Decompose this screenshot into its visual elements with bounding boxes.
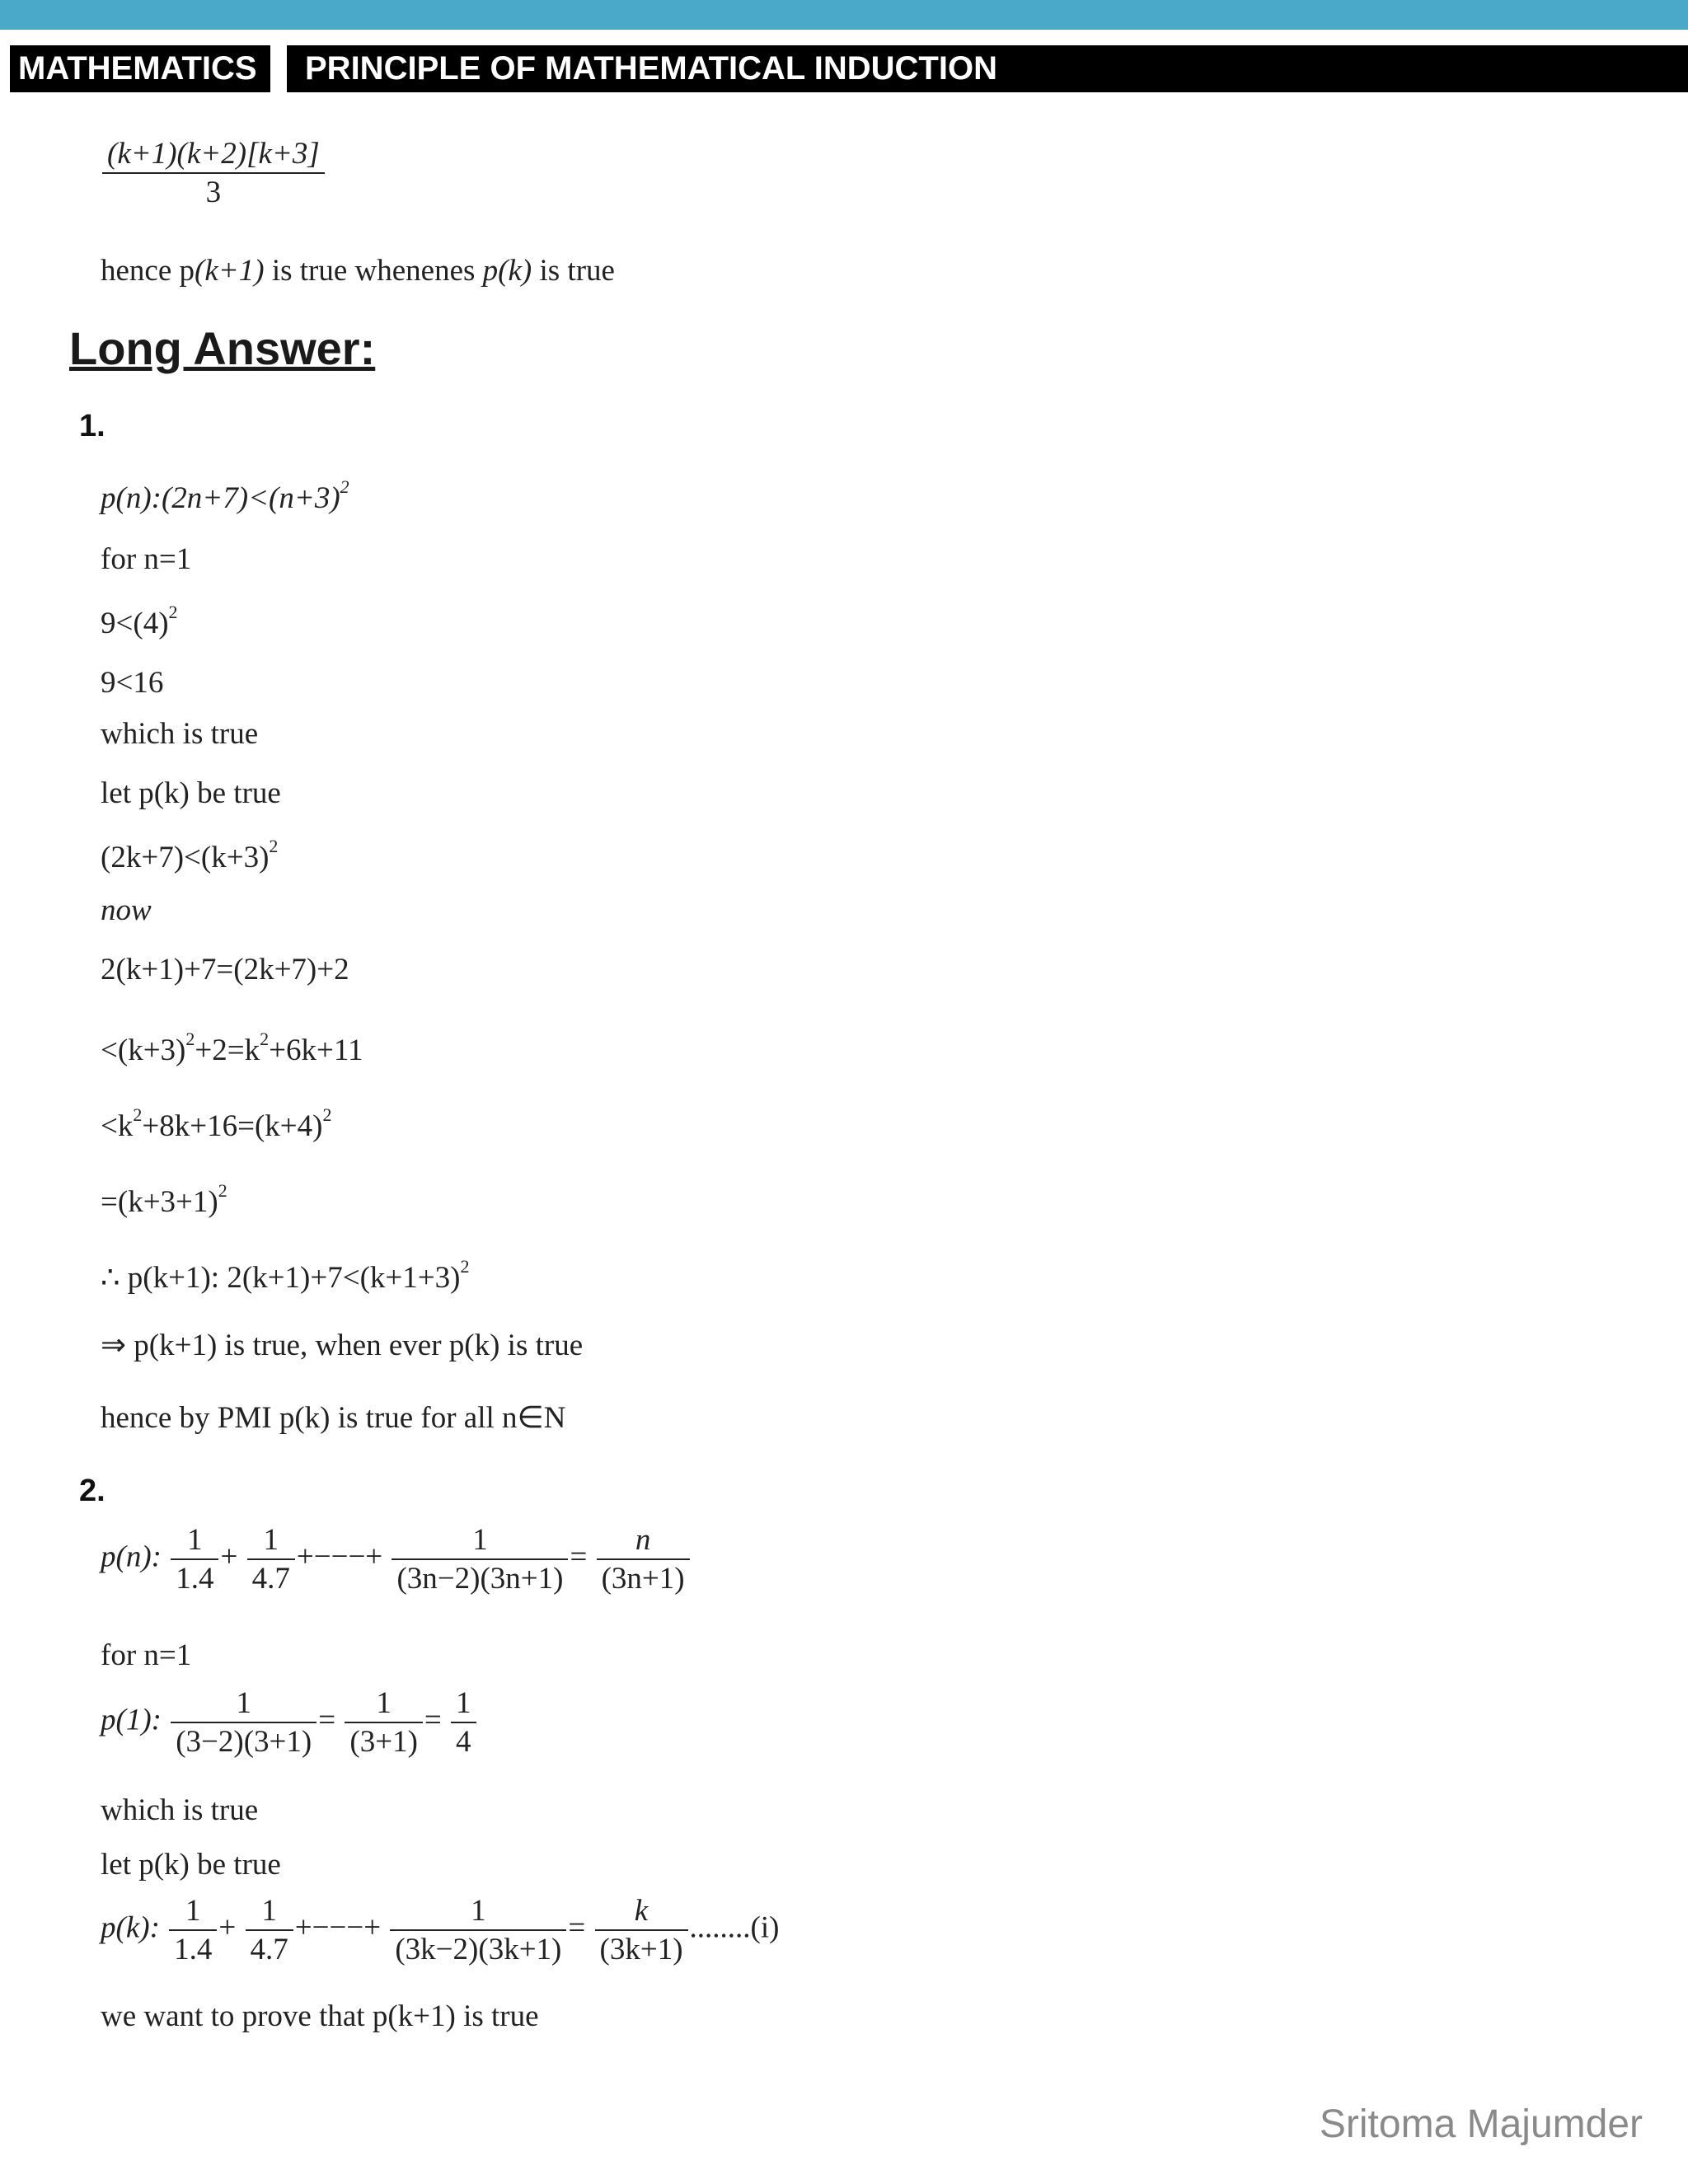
exponent: 2: [133, 1104, 143, 1125]
fraction: [345, 1688, 423, 1757]
exponent: 2: [260, 1029, 270, 1049]
exponent: 2: [322, 1104, 332, 1125]
numerator: 1: [456, 1686, 471, 1720]
q1-line: [101, 1182, 227, 1217]
q1-line: 2(k+1)+7=(2k+7)+2: [101, 953, 349, 987]
text: +−−−+: [294, 1910, 382, 1945]
text: ∴ p(k+1): 2(k+1)+7<(k+1+3): [101, 1261, 461, 1295]
fraction: [390, 1896, 566, 1965]
fraction: [247, 1525, 295, 1594]
q2-base-case: for n=1: [101, 1638, 192, 1672]
denominator: (3k+1): [595, 1929, 688, 1965]
numerator: 1: [236, 1686, 251, 1720]
text: +−−−+: [296, 1540, 383, 1574]
fraction: [169, 1896, 217, 1965]
q1-line: ⇒ p(k+1) is true, when ever p(k) is true: [101, 1329, 584, 1362]
q1-line: [101, 603, 178, 639]
denominator: 4: [451, 1722, 476, 1757]
q1-statement: [101, 478, 349, 513]
question-number: 2.: [79, 1474, 106, 1508]
numerator: 1: [261, 1894, 277, 1928]
q1-conclusion: hence by PMI p(k) is true for all n∈N: [101, 1401, 566, 1435]
prev-fraction: [101, 138, 326, 208]
q1-line: which is true: [101, 717, 259, 751]
text: +8k+16=(k+4): [142, 1109, 323, 1143]
q2-line: p(k): $\frac{1}{1.4}$ + $\frac{1}{4.7}$ +−−−+ $\frac{1}{(3k-2)(3k+1)}$ = $\frac{k}{(3k+1)}$ ........(i): [101, 1894, 780, 1966]
section-heading: Long Answer:: [69, 322, 376, 374]
numerator: 1: [376, 1686, 392, 1720]
q2-line: p(1): $\frac{1}{(3-2)(3+1)}$ = $\frac{1}{(3+1)}$ = $\frac{1}{4}$: [101, 1688, 478, 1757]
exponent: 2: [269, 836, 279, 856]
subject-label: MATHEMATICS: [10, 45, 270, 92]
text: +2=k: [195, 1033, 260, 1067]
text: <(k+3): [101, 1033, 186, 1067]
denominator: (3k−2)(3k+1): [390, 1929, 566, 1965]
denominator: 4.7: [247, 1558, 295, 1594]
denominator: 1.4: [169, 1929, 217, 1965]
text: +6k+11: [269, 1033, 363, 1067]
numerator: n: [635, 1523, 651, 1557]
author-watermark: Sritoma Majumder: [1319, 2102, 1643, 2146]
q1-line: [101, 837, 278, 873]
text: =(k+3+1): [101, 1185, 218, 1219]
q1-base-case: for n=1: [101, 542, 192, 576]
q2-statement: p(n): $\frac{1}{1.4}$ + $\frac{1}{4.7}$ +−−−+ $\frac{1}{(3n-2)(3n+1)}$ = $\frac{n}{(3n+1)}$: [101, 1525, 692, 1594]
text: is true: [532, 254, 615, 288]
chapter-title: PRINCIPLE OF MATHEMATICAL INDUCTION: [287, 45, 1688, 92]
q1-line: let p(k) be true: [101, 776, 281, 810]
q1-line: [101, 1106, 331, 1141]
numerator: k: [634, 1894, 649, 1928]
text: (2k+7)<(k+3): [101, 841, 270, 874]
fraction: [392, 1525, 568, 1594]
fraction: [246, 1896, 293, 1965]
q1-line: now: [101, 893, 152, 927]
top-accent-bar: [0, 0, 1688, 30]
text: p(k):: [101, 1910, 160, 1945]
q1-line: [101, 1258, 469, 1293]
question-number: 1.: [79, 409, 106, 443]
exponent: 2: [340, 476, 349, 497]
fraction: [595, 1896, 688, 1965]
denominator: 1.4: [171, 1558, 218, 1594]
text: (k+1): [195, 254, 265, 288]
numerator: 1: [187, 1523, 203, 1557]
text: 9<(4): [101, 607, 169, 640]
text: p(n):: [101, 1540, 162, 1574]
denominator: 3: [102, 172, 325, 208]
fraction: [171, 1688, 316, 1757]
text: (k): [498, 254, 532, 288]
fraction: [171, 1525, 218, 1594]
q2-line: which is true: [101, 1793, 259, 1827]
exponent: 2: [168, 602, 178, 622]
fraction: [597, 1525, 690, 1594]
equation-tag: ........(i): [689, 1910, 780, 1945]
denominator: 4.7: [246, 1929, 293, 1965]
exponent: 2: [460, 1256, 470, 1277]
text: <k: [101, 1109, 134, 1143]
text: p(n):(2n+7)<(n+3): [101, 481, 340, 515]
text: p(1):: [101, 1703, 162, 1737]
prev-conclusion: [101, 255, 615, 286]
text: p: [482, 254, 499, 288]
exponent: 2: [185, 1029, 195, 1049]
q2-line: we want to prove that p(k+1) is true: [101, 1999, 539, 2033]
numerator: 1: [472, 1523, 488, 1557]
denominator: (3n+1): [597, 1558, 690, 1594]
numerator: (k+1)(k+2)[k+3]: [107, 137, 320, 171]
fraction: [451, 1688, 476, 1757]
denominator: (3n−2)(3n+1): [392, 1558, 568, 1594]
numerator: 1: [263, 1523, 279, 1557]
denominator: (3+1): [345, 1722, 423, 1757]
numerator: 1: [185, 1894, 201, 1928]
text: is true whenenes: [264, 254, 483, 288]
denominator: (3−2)(3+1): [171, 1722, 316, 1757]
fraction: [102, 138, 325, 208]
numerator: 1: [471, 1894, 486, 1928]
q1-line: [101, 1030, 363, 1066]
exponent: 2: [218, 1180, 227, 1201]
text: hence p: [101, 254, 195, 288]
q2-line: let p(k) be true: [101, 1848, 281, 1882]
q1-line: 9<16: [101, 666, 164, 700]
